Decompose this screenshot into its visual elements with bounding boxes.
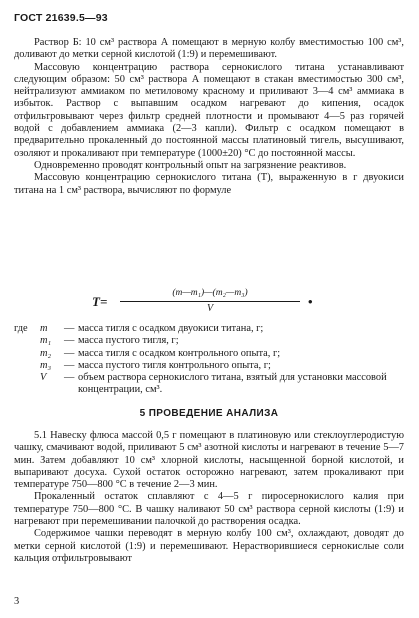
definition-dash: —: [64, 347, 75, 359]
definition-text: масса тигля с осадком двуокиси титана, г;: [78, 323, 264, 334]
definition-symbol: m₃: [40, 359, 52, 371]
definition-text: объем раствора сернокислого титана, взятый для установки массовой концентрации, см³.: [78, 372, 387, 396]
definitions-list: [14, 323, 404, 397]
paragraph: 5.1 Навеску флюса массой 0,5 г помещают в платиновую или стеклоуглеродистую чашку, смачивают водой, приливают 5 см³ азотной кислоты и нагревают в течение 5—7 мин. Затем добавляют 10 см³ хлорной кислоты, насыщенной борной кислотой, и выпаривают досуха. Сухой остаток осторожно нагревают, затем прокаливают при температуре 750—800 °С в течение 2—3 мин.: [14, 430, 404, 491]
definition-prefix: [14, 348, 40, 360]
definition-row: [14, 335, 404, 347]
definition-row: [14, 360, 404, 372]
definition-text: масса пустого тигля контрольного опыта, г;: [78, 359, 271, 371]
page-number: 3: [14, 596, 20, 607]
definition-text: масса тигля с осадком контрольного опыта, г;: [78, 347, 281, 359]
definition-row: [14, 348, 404, 360]
definition-dash: —: [64, 323, 75, 334]
definition-text: масса пустого тигля, г;: [78, 335, 179, 347]
paragraph: Массовую концентрацию раствора сернокислого титана устанавливают следующим образом: 50 см³ раствора А помещают в стакан вместимостью 300 см³, нейтрализуют аммиаком по метиловому красному и приливают 3—4 см³ аммиака в избыток. Раствор с выпавшим осадком нагревают до кипения, осадок отфильтровывают через фильтр средней плотности и промывают 4—5 раз горячей водой с добавлением аммиака (2—3 капли). Фильтр с осадком помещают в предварительно прокаленный до постоянной массы платиновый тигель, высушивают, озоляют и прокаливают при температуре (1000±20) °С до постоянной массы.: [14, 61, 404, 159]
definition-symbol: m: [40, 323, 48, 334]
document-header: ГОСТ 21639.5—93: [14, 12, 108, 24]
definition-symbol: V: [40, 372, 47, 384]
section-title: 5 ПРОВЕДЕНИЕ АНАЛИЗА: [139, 408, 279, 419]
definition-dash: —: [64, 372, 75, 384]
paragraph: Содержимое чашки переводят в мерную колбу 100 см³, охлаждают, доводят до метки серной кислотой (1:9) и перемешивают. Нерастворившиеся сернокислые соли кальция отфильтровывают: [14, 528, 404, 564]
definition-prefix: [14, 335, 40, 347]
paragraph: Раствор Б: 10 см³ раствора А помещают в мерную колбу вместимостью 100 см³, доливают до метки серной кислотой (1:9) и перемешивают.: [14, 37, 404, 61]
formula-denominator: V: [206, 303, 214, 314]
paragraph: Одновременно проводят контрольный опыт на загрязнение реактивов.: [34, 159, 347, 171]
definition-prefix: [14, 372, 40, 397]
definition-symbol: m₁: [40, 335, 52, 347]
definition-prefix: [14, 360, 40, 372]
paragraph: Прокаленный остаток сплавляют с 4—5 г пиросернокислого калия при температуре 750—800 °С. В чашку наливают 50 см³ раствора серной кислоты (1:9) и нагревают при перемешивании палочкой до растворения осадка.: [14, 491, 404, 528]
body-text-bottom: [14, 430, 404, 565]
body-text-top: [14, 37, 404, 197]
fraction-bar: [120, 301, 300, 302]
formula: [92, 288, 342, 322]
formula-lhs: T=: [92, 294, 108, 309]
definition-row: [14, 372, 404, 397]
formula-numerator: (m—m₁)—(m₂—m₃): [172, 288, 248, 298]
formula-trail: •: [308, 294, 313, 309]
paragraph: Массовую концентрацию сернокислого титана (T), выраженную в г двуокиси титана на 1 см³ раствора, вычисляют по формуле: [14, 172, 404, 196]
definition-dash: —: [64, 359, 75, 371]
definition-dash: —: [64, 335, 75, 347]
definition-row: [14, 323, 404, 335]
definition-symbol: m₂: [40, 347, 52, 359]
definition-prefix: где: [14, 323, 28, 334]
